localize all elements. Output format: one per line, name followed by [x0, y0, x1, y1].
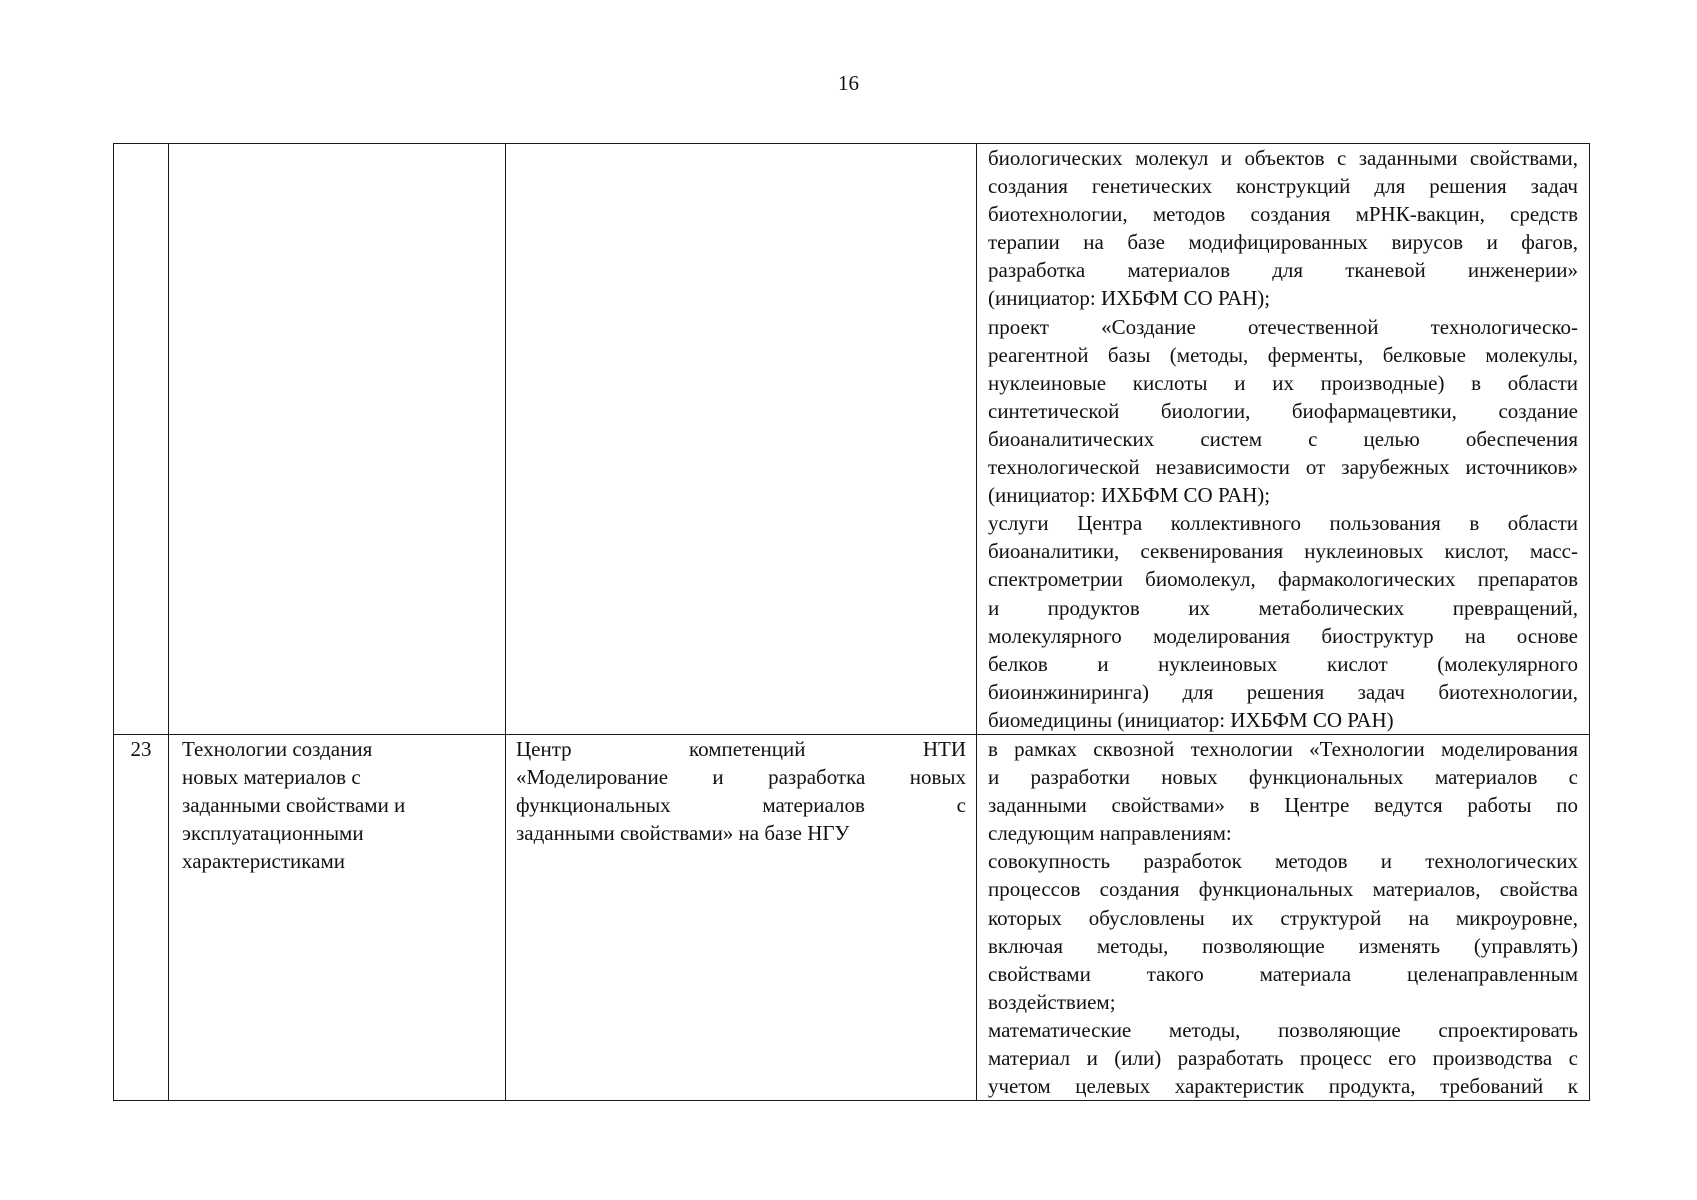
text-line: проект «Создание отечественной технологическо-	[988, 314, 1578, 339]
page-number: 16	[838, 71, 859, 95]
technology-cell	[169, 144, 506, 735]
text-line: услуги Центра коллективного пользования в области	[988, 511, 1578, 536]
text-line: разработка материалов для тканевой инженерии»	[988, 258, 1578, 283]
text-line: новых материалов с	[182, 765, 361, 790]
text-line: Центр компетенций НТИ	[516, 736, 966, 761]
text-line: которых обусловлены их структурой на микроуровне,	[988, 905, 1578, 930]
text-line: воздействием;	[988, 989, 1116, 1014]
text-line: заданными свойствами» на базе НГУ	[516, 821, 850, 846]
text-line: терапии на базе модифицированных вирусов и фагов,	[988, 230, 1578, 255]
text-line: биоинжиниринга) для решения задач биотехнологии,	[988, 679, 1578, 704]
text-line: биоаналитических систем с целью обеспечения	[988, 426, 1578, 451]
text-line: характеристиками	[182, 849, 345, 874]
center-cell	[506, 144, 977, 735]
row-number-cell	[114, 144, 169, 735]
text-line: синтетической биологии, биофармацевтики, создание	[988, 398, 1578, 423]
text-line: создания генетических конструкций для решения задач	[988, 174, 1578, 199]
text-line: биологических молекул и объектов с заданными свойствами,	[988, 146, 1578, 170]
description-cell	[977, 734, 1590, 1100]
text-line: нуклеиновые кислоты и их производные) в области	[988, 370, 1578, 395]
text-line: свойствами такого материала целенаправленным	[988, 961, 1578, 986]
text-line: в рамках сквозной технологии «Технологии моделирования	[988, 736, 1578, 761]
text-line: математические методы, позволяющие спроектировать	[988, 1017, 1578, 1042]
text-line: эксплуатационными	[182, 821, 364, 846]
row-number-cell: 23	[114, 734, 169, 1100]
text-line: заданными свойствами» в Центре ведутся работы по	[988, 793, 1578, 818]
text-line: спектрометрии биомолекул, фармакологических препаратов	[988, 567, 1578, 592]
text-line: (инициатор: ИХБФМ СО РАН);	[988, 286, 1271, 311]
text-line: «Моделирование и разработка новых	[516, 765, 966, 790]
text-line: функциональных материалов с	[516, 793, 966, 818]
text-line: учетом целевых характеристик продукта, требований к	[988, 1074, 1578, 1099]
text-line: процессов создания функциональных материалов, свойства	[988, 877, 1578, 902]
text-line: Технологии создания	[182, 736, 373, 761]
table-row	[114, 144, 1590, 735]
text-line: биоаналитики, секвенирования нуклеиновых кислот, масс-	[988, 539, 1578, 564]
text-line: биотехнологии, методов создания мРНК-вакцин, средств	[988, 202, 1578, 227]
center-cell	[506, 734, 977, 1100]
text-line: включая методы, позволяющие изменять (управлять)	[988, 933, 1578, 958]
text-line: реагентной базы (методы, ферменты, белковые молекулы,	[988, 342, 1578, 367]
text-line: совокупность разработок методов и технологических	[988, 849, 1578, 874]
text-line: следующим направлениям:	[988, 821, 1232, 846]
text-line: и продуктов их метаболических превращений,	[988, 595, 1578, 620]
text-line: и разработки новых функциональных материалов с	[988, 765, 1578, 790]
text-line: (инициатор: ИХБФМ СО РАН);	[988, 483, 1271, 508]
description-cell	[977, 144, 1590, 735]
document-table	[113, 143, 1590, 1101]
table-row	[114, 734, 1590, 1100]
technology-cell	[169, 734, 506, 1100]
text-line: технологической независимости от зарубежных источников»	[988, 455, 1578, 480]
text-line: белков и нуклеиновых кислот (молекулярного	[988, 651, 1578, 676]
text-line: молекулярного моделирования биоструктур на основе	[988, 623, 1578, 648]
text-line: материал и (или) разработать процесс его производства с	[988, 1046, 1578, 1070]
text-line: заданными свойствами и	[182, 793, 406, 818]
text-line: биомедицины (инициатор: ИХБФМ СО РАН)	[988, 707, 1394, 732]
